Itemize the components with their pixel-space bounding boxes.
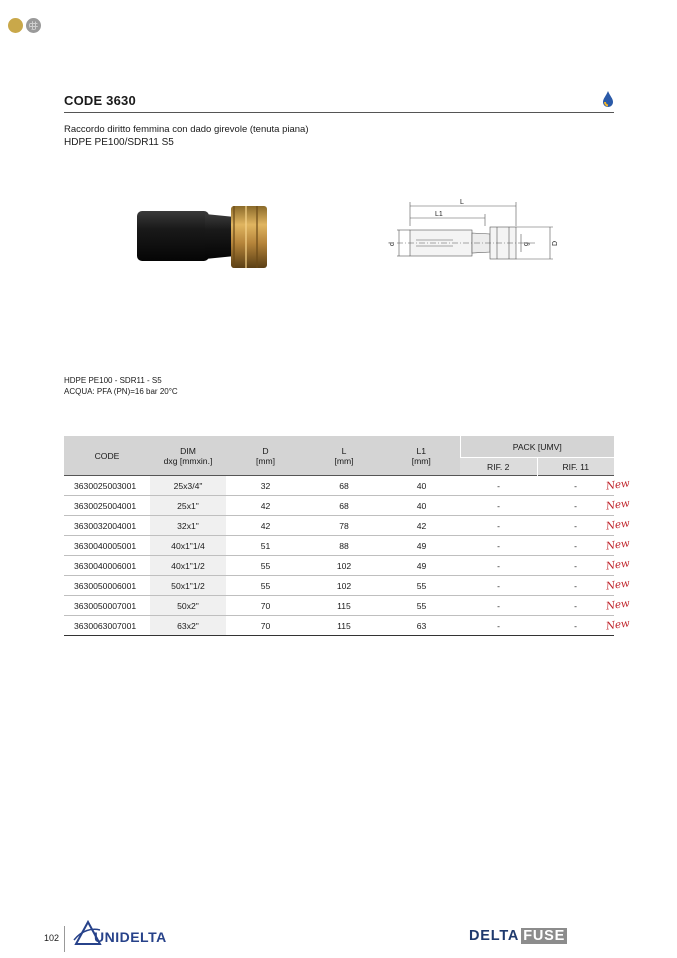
water-drop-icon xyxy=(601,90,615,108)
header-d-top: D xyxy=(262,445,269,456)
cell-rif2: - xyxy=(460,576,537,596)
cell-dim: 63x2" xyxy=(150,616,226,636)
cell-rif11: - xyxy=(537,576,614,596)
spec-notes xyxy=(64,376,178,397)
cell-dim: 40x1"1/2 xyxy=(150,556,226,576)
cell-l1: 49 xyxy=(383,536,460,556)
new-badge: New xyxy=(605,597,631,613)
title-divider xyxy=(64,112,614,113)
cell-rif11: - xyxy=(537,616,614,636)
cell-l1: 63 xyxy=(383,616,460,636)
header-l-top: L xyxy=(341,445,347,456)
cell-rif2: - xyxy=(460,496,537,516)
cell-l: 88 xyxy=(305,536,383,556)
table-row xyxy=(64,556,614,576)
cell-l: 68 xyxy=(305,476,383,496)
cell-l1: 42 xyxy=(383,516,460,536)
header-l xyxy=(305,436,383,476)
header-dim-top: DIM xyxy=(180,445,196,456)
header-dim-bottom: dxg [mmxin.] xyxy=(163,455,213,466)
cell-l1: 40 xyxy=(383,496,460,516)
cell-l: 102 xyxy=(305,576,383,596)
header-l1-top: L1 xyxy=(416,445,427,456)
new-badge: New xyxy=(605,517,631,533)
product-photo xyxy=(135,200,275,274)
table-row xyxy=(64,616,614,636)
cell-code: 3630050006001 xyxy=(64,576,150,596)
cell-rif2: - xyxy=(460,536,537,556)
cell-code: 3630040005001 xyxy=(64,536,150,556)
table-row xyxy=(64,496,614,516)
spec-line-1: HDPE PE100 - SDR11 - S5 xyxy=(64,376,162,385)
cell-d: 70 xyxy=(226,596,305,616)
cell-d: 51 xyxy=(226,536,305,556)
cell-rif2: - xyxy=(460,616,537,636)
cell-code: 3630050007001 xyxy=(64,596,150,616)
brand-unidelta: UNIDELTA xyxy=(94,929,167,945)
table-row xyxy=(64,516,614,536)
cell-rif11: - xyxy=(537,496,614,516)
header-pack: PACK [UMV] xyxy=(460,436,614,458)
table-row xyxy=(64,476,614,496)
cell-dim: 25x1" xyxy=(150,496,226,516)
cell-l1: 49 xyxy=(383,556,460,576)
header-code: CODE xyxy=(64,436,150,476)
new-badge: New xyxy=(605,617,631,633)
cell-rif2: - xyxy=(460,476,537,496)
table-row xyxy=(64,576,614,596)
cell-l: 78 xyxy=(305,516,383,536)
new-badge: New xyxy=(605,577,631,593)
cell-dim: 50x2" xyxy=(150,596,226,616)
cell-l1: 55 xyxy=(383,596,460,616)
cell-code: 3630025003001 xyxy=(64,476,150,496)
cell-d: 55 xyxy=(226,576,305,596)
header-l1-bottom: [mm] xyxy=(411,455,431,466)
cell-rif2: - xyxy=(460,596,537,616)
spec-line-2: ACQUA: PFA (PN)=16 bar 20°C xyxy=(64,386,178,396)
cell-l: 115 xyxy=(305,596,383,616)
new-badge: New xyxy=(605,477,631,493)
cell-code: 3630025004001 xyxy=(64,496,150,516)
cell-l: 102 xyxy=(305,556,383,576)
cell-d: 42 xyxy=(226,516,305,536)
table-row xyxy=(64,596,614,616)
header-d-bottom: [mm] xyxy=(255,455,276,466)
cell-rif11: - xyxy=(537,536,614,556)
cell-dim: 50x1"1/2 xyxy=(150,576,226,596)
cell-dim: 40x1"1/4 xyxy=(150,536,226,556)
brand-fuse: FUSE xyxy=(523,928,566,944)
page-title: CODE 3630 xyxy=(64,93,136,108)
table-row xyxy=(64,536,614,556)
cell-code: 3630032004001 xyxy=(64,516,150,536)
footer-divider xyxy=(64,926,65,952)
cell-l: 115 xyxy=(305,616,383,636)
header-rif2: RIF. 2 xyxy=(460,458,537,476)
cell-dim: 32x1" xyxy=(150,516,226,536)
dim-label-L: L xyxy=(460,199,464,206)
new-badge: New xyxy=(605,537,631,553)
cell-code: 3630063007001 xyxy=(64,616,150,636)
header-l-bottom: [mm] xyxy=(334,455,354,466)
cell-rif11: - xyxy=(537,476,614,496)
header-rif11: RIF. 11 xyxy=(537,458,614,476)
dim-label-g: g xyxy=(523,242,530,246)
cell-d: 42 xyxy=(226,496,305,516)
cell-l: 68 xyxy=(305,496,383,516)
cell-rif2: - xyxy=(460,516,537,536)
cell-d: 32 xyxy=(226,476,305,496)
gold-dot-icon xyxy=(8,18,23,33)
new-badge: New xyxy=(605,557,631,573)
dim-label-d: d xyxy=(389,242,396,246)
cell-rif11: - xyxy=(537,556,614,576)
cell-dim: 25x3/4" xyxy=(150,476,226,496)
cell-d: 70 xyxy=(226,616,305,636)
description-text: Raccordo diritto femmina con dado girevole (tenuta piana) xyxy=(64,124,309,135)
dim-label-L1: L1 xyxy=(435,211,443,218)
cell-rif11: - xyxy=(537,596,614,616)
brand-deltafuse xyxy=(469,928,567,944)
header-d xyxy=(226,436,305,476)
grid-dot-icon xyxy=(26,18,41,33)
cell-code: 3630040006001 xyxy=(64,556,150,576)
header-l1 xyxy=(383,436,460,476)
cell-l1: 55 xyxy=(383,576,460,596)
material-text: HDPE PE100/SDR11 S5 xyxy=(64,137,174,148)
product-table xyxy=(64,436,614,636)
header-dim xyxy=(150,436,226,476)
brand-delta: DELTA xyxy=(469,928,520,944)
dim-label-D: D xyxy=(552,240,559,246)
cell-l1: 40 xyxy=(383,476,460,496)
product-description xyxy=(64,123,309,149)
new-badge: New xyxy=(605,497,631,513)
cell-d: 55 xyxy=(226,556,305,576)
cell-rif11: - xyxy=(537,516,614,536)
page-number: 102 xyxy=(44,933,60,943)
technical-drawing xyxy=(385,196,565,276)
cell-rif2: - xyxy=(460,556,537,576)
